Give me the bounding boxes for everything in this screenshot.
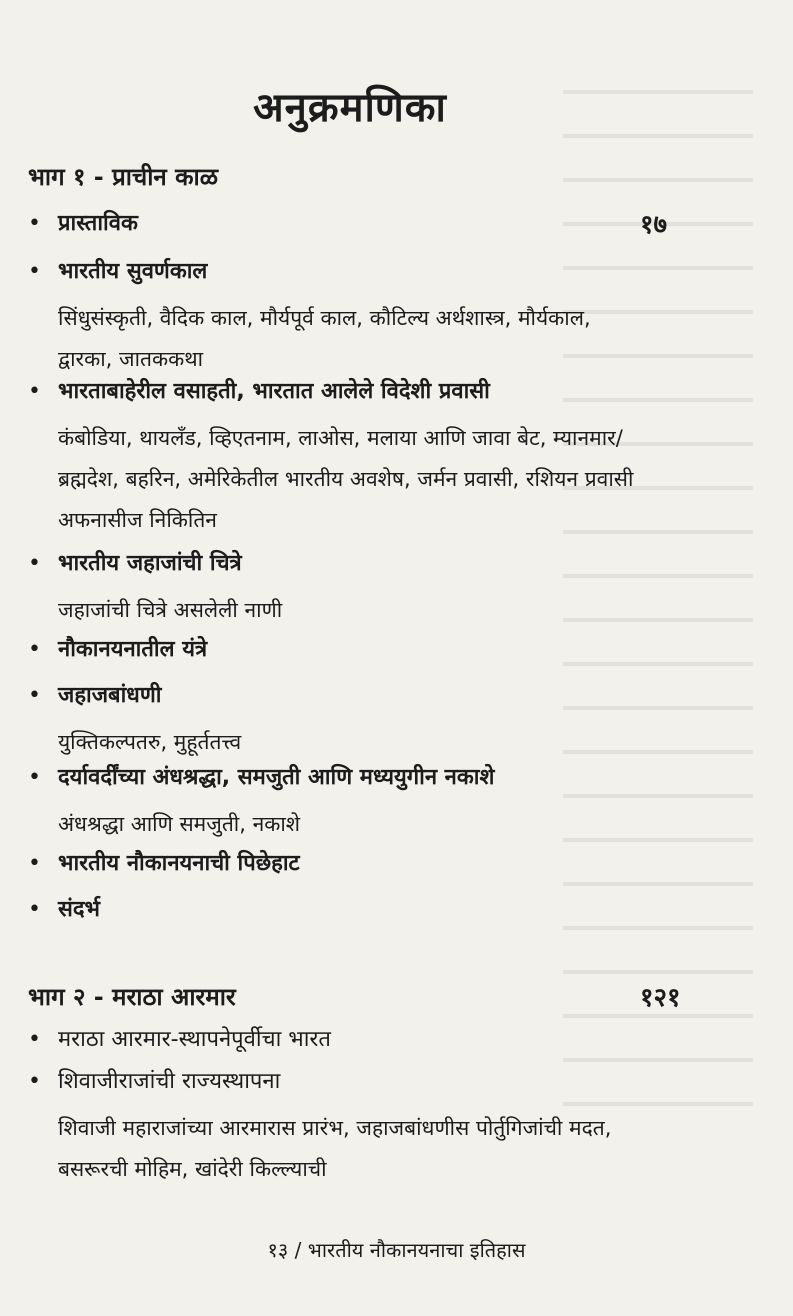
bullet-icon: •	[28, 259, 41, 284]
entry-title: भारतीय नौकानयनाची पिछेहाट	[58, 851, 300, 876]
entry-description: अंधश्रद्धा आणि समजुती, नकाशे	[58, 812, 301, 836]
bullet-icon: •	[28, 551, 41, 576]
entry-title: शिवाजीराजांची राज्यस्थापना	[58, 1069, 281, 1094]
toc-entry	[28, 760, 648, 845]
part-2-heading: भाग २ - मराठा आरमार	[28, 983, 236, 1011]
entry-title: प्रास्ताविक	[58, 211, 138, 236]
entry-description: शिवाजी महाराजांच्या आरमारास प्रारंभ, जहाजबांधणीस पोर्तुगिजांची मदत, बसरूरची मोहिम, खांदेरी किल्ल्याची	[58, 1116, 612, 1181]
toc-entry	[28, 546, 648, 631]
bullet-icon: •	[28, 683, 41, 708]
bullet-icon: •	[28, 637, 41, 662]
bullet-icon: •	[28, 897, 41, 922]
toc-entry	[28, 254, 648, 380]
bullet-icon: •	[28, 379, 41, 404]
part-1-heading: भाग १ - प्राचीन काळ	[28, 163, 218, 191]
entry-title: भारताबाहेरील वसाहती, भारतात आलेले विदेशी प्रवासी	[58, 379, 490, 404]
part-1-page-number: १७	[640, 210, 668, 240]
entry-title: जहाजबांधणी	[58, 683, 162, 708]
bullet-icon: •	[28, 765, 41, 790]
entry-title: दर्यावर्दींच्या अंधश्रद्धा, समजुती आणि मध्ययुगीन नकाशे	[58, 765, 495, 790]
bullet-icon: •	[28, 1027, 41, 1052]
toc-entry	[28, 1022, 648, 1058]
page-title: अनुक्रमणिका	[253, 85, 447, 131]
bullet-icon: •	[28, 211, 41, 236]
page-footer: १३ / भारतीय नौकानयनाचा इतिहास	[267, 1238, 526, 1262]
entry-description: कंबोडिया, थायलँड, व्हिएतनाम, लाओस, मलाया आणि जावा बेट, म्यानमार/ब्रह्मदेश, बहरिन, अमेरिकेतील भारतीय अवशेष, जर्मन प्रवासी, रशियन प्रवासी अफनासीज निकितिन	[58, 426, 634, 532]
entry-description: युक्तिकल्पतरु, मुहूर्ततत्त्व	[58, 730, 242, 754]
toc-entry	[28, 206, 648, 242]
entry-title: नौकानयनातील यंत्रे	[58, 637, 208, 662]
entry-title: संदर्भ	[58, 897, 101, 922]
toc-entry	[28, 1064, 648, 1190]
toc-entry	[28, 374, 648, 541]
part-2-page-number: १२१	[640, 983, 681, 1013]
bullet-icon: •	[28, 851, 41, 876]
entry-description: सिंधुसंस्कृती, वैदिक काल, मौर्यपूर्व काल, कौटिल्य अर्थशास्त्र, मौर्यकाल, द्वारका, जातककथा	[58, 306, 591, 371]
toc-entry	[28, 632, 648, 668]
entry-title: मराठा आरमार-स्थापनेपूर्वीचा भारत	[58, 1027, 331, 1052]
bullet-icon: •	[28, 1069, 41, 1094]
entry-description: जहाजांची चित्रे असलेली नाणी	[58, 598, 283, 622]
toc-entry	[28, 846, 648, 882]
toc-entry	[28, 678, 648, 763]
entry-title: भारतीय सुवर्णकाल	[58, 259, 208, 284]
toc-entry	[28, 892, 648, 928]
entry-title: भारतीय जहाजांची चित्रे	[58, 551, 242, 576]
